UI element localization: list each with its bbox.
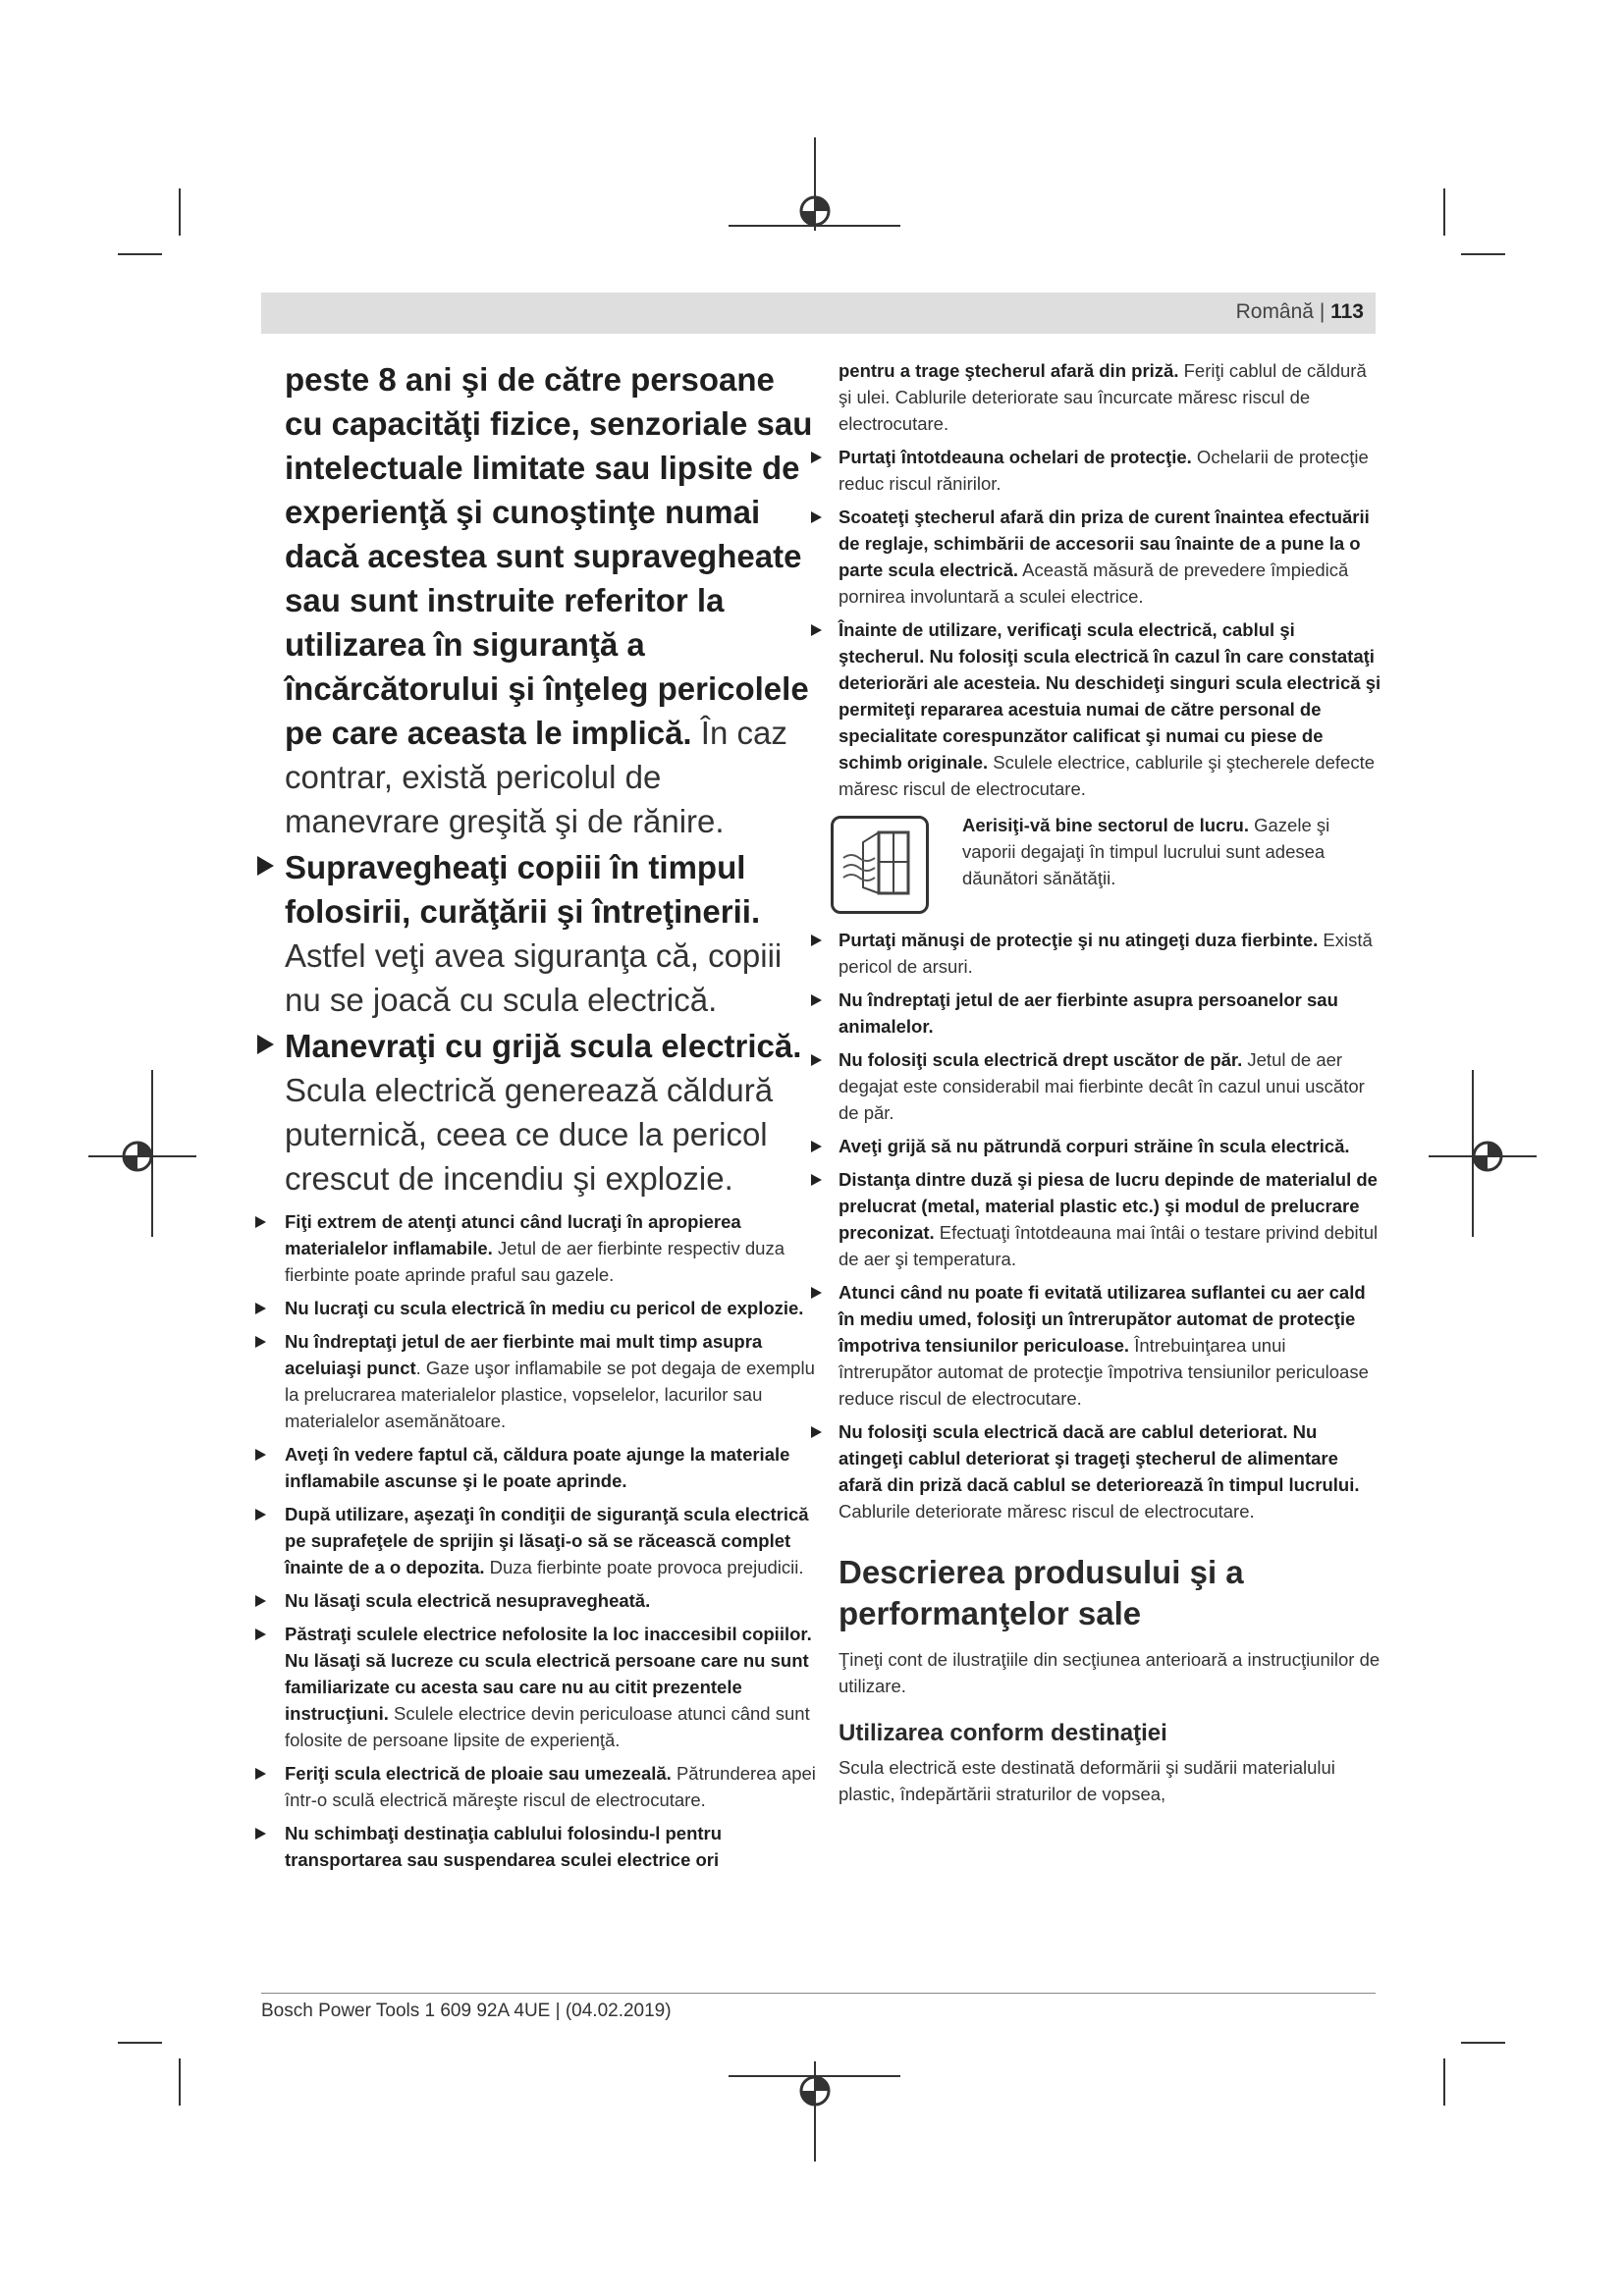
item-bold-text: Nu îndreptaţi jetul de aer fierbinte asupra persoanelor sau animalelor. — [839, 989, 1338, 1037]
list-item — [839, 1166, 1384, 1272]
crop-mark — [179, 188, 181, 236]
bullet-arrow-icon — [811, 1287, 822, 1299]
bullet-arrow-icon — [255, 1629, 266, 1640]
list-item — [839, 1133, 1384, 1159]
ventilation-text — [962, 812, 1384, 891]
page-number: 113 — [1330, 300, 1364, 323]
item-text: Scula electrică generează căldură puternică, ceea ce duce la pericol crescut de incendiu şi explozie. — [285, 1072, 774, 1197]
list-item — [285, 1441, 820, 1494]
item-bold-text: Purtaţi întotdeauna ochelari de protecţie. — [839, 447, 1192, 467]
section-title: Descrierea produsului şi a performanţelor sale — [839, 1554, 1244, 1631]
bullet-arrow-icon — [811, 994, 822, 1006]
footer-text: Bosch Power Tools 1 609 92A 4UE | (04.02.2019) — [261, 2001, 672, 2021]
registration-mark-icon — [1429, 1070, 1537, 1237]
crop-mark — [1443, 2058, 1445, 2106]
item-bold-text: Înainte de utilizare, verificaţi scula electrică, cablul şi ştecherul. Nu folosiţi scula electrică în cazul în care constataţi deteriorări ale acesteia. Nu deschideţi singuri scula electrică şi permiteţi repararea acestuia numai de către personal de specialitate corespunzător calificat şi numai cu piese de schimb originale. — [839, 619, 1381, 773]
bullet-arrow-icon — [255, 1828, 266, 1840]
section-paragraph: Ţineţi cont de ilustraţiile din secţiunea anterioară a instrucţiunilor de utilizare. — [839, 1649, 1380, 1696]
bullet-arrow-icon — [811, 624, 822, 636]
registration-mark-icon — [88, 1070, 196, 1237]
list-item — [839, 1046, 1384, 1126]
bullet-arrow-icon — [811, 1054, 822, 1066]
item-bold-text: Distanţa dintre duză şi piesa de lucru depinde de materialul de prelucrat (metal, material plastic etc.) şi modul de prelucrare preconizat. — [839, 1169, 1378, 1243]
item-text: Pătrunderea apei într-o sculă electrică măreşte riscul de electrocutare. — [285, 1763, 816, 1810]
subsection-title: Utilizarea conform destinaţiei — [839, 1720, 1167, 1746]
list-item — [839, 1418, 1384, 1524]
registration-mark-icon — [729, 2052, 900, 2164]
item-bold-text: Nu schimbaţi destinaţia cablului folosindu-l pentru transportarea sau suspendarea sculei electrice ori — [285, 1823, 723, 1870]
left-column — [285, 357, 820, 1873]
intro-paragraph — [285, 357, 820, 843]
item-text: Sculele electrice, cablurile şi ştecherele defecte măresc riscul de electrocutare. — [839, 752, 1375, 799]
crop-mark — [1461, 2042, 1505, 2044]
item-bold-text: După utilizare, aşezaţi în condiţii de siguranţă scula electrică pe suprafeţele de sprijin şi lăsaţi-o să se răcească complet înainte de a o depozita. — [285, 1504, 809, 1577]
item-bold-text: Aerisiţi-vă bine sectorul de lucru. — [962, 815, 1249, 835]
item-text: Întrebuinţarea unui întrerupător automat de protecţie împotriva tensiunilor periculoase reduce riscul de electrocutare. — [839, 1335, 1369, 1409]
item-bold-text: Supravegheaţi copiii în timpul folosirii, curăţării şi întreţinerii. — [285, 849, 761, 930]
item-bold-text: Feriţi scula electrică de ploaie sau umezeală. — [285, 1763, 672, 1784]
header-separator: | — [1313, 300, 1331, 323]
item-bold-text: Nu folosiţi scula electrică drept uscător de păr. — [839, 1049, 1243, 1070]
item-bold-text: pentru a trage ştecherul afară din priză. — [839, 360, 1179, 381]
crop-mark — [179, 2058, 181, 2106]
item-text: Jetul de aer fierbinte respectiv duza fierbinte poate aprinde praful sau gazele. — [285, 1238, 785, 1285]
bullet-arrow-icon — [255, 1336, 266, 1348]
bullet-arrow-icon — [255, 1449, 266, 1461]
crop-mark — [118, 2042, 162, 2044]
ventilate-workspace-icon — [831, 816, 929, 914]
bullet-arrow-icon — [811, 934, 822, 946]
list-item — [285, 1295, 820, 1321]
item-text: Există pericol de arsuri. — [839, 930, 1373, 977]
item-text: . Gaze uşor inflamabile se pot degaja de exemplu la prelucrarea materialelor plastice, vopselelor, lacurilor sau materialelor asemănătoare. — [285, 1358, 815, 1431]
item-bold-text: Păstraţi sculele electrice nefolosite la loc inaccesibil copiilor. Nu lăsaţi să lucreze cu scula electrică persoane care nu sunt familiarizate cu acesta sau care nu au citit prezentele instrucţiuni. — [285, 1624, 812, 1724]
list-item — [285, 1820, 820, 1873]
item-text: Feriţi cablul de căldură şi ulei. Cablurile deteriorate sau încurcate măresc riscul de electrocutare. — [839, 360, 1367, 434]
right-column — [839, 357, 1384, 1807]
item-text: Ochelarii de protecţie reduc riscul rănirilor. — [839, 447, 1369, 494]
item-bold-text: Fiţi extrem de atenţi atunci când lucraţi în apropierea materialelor inflamabile. — [285, 1211, 741, 1258]
bullet-arrow-icon — [257, 856, 274, 876]
item-bold-text: Aveţi grijă să nu pătrundă corpuri străine în scula electrică. — [839, 1136, 1350, 1156]
item-bold-text: Manevraţi cu grijă scula electrică. — [285, 1028, 802, 1064]
item-text: Efectuaţi întotdeauna mai întâi o testare privind debitul de aer şi temperatura. — [839, 1222, 1379, 1269]
list-item — [285, 1208, 820, 1288]
continued-paragraph — [839, 357, 1384, 437]
crop-mark — [1443, 188, 1445, 236]
item-bold-text: Nu îndreptaţi jetul de aer fierbinte mai mult timp asupra aceluiaşi punct — [285, 1331, 763, 1378]
item-bold-text: Atunci când nu poate fi evitată utilizarea suflantei cu aer cald în mediu umed, folosiţi un întrerupător automat de protecţie împotriva tensiunilor periculoase. — [839, 1282, 1366, 1356]
bullet-arrow-icon — [255, 1303, 266, 1314]
item-bold-text: Scoateţi ştecherul afară din priza de curent înaintea efectuării de reglaje, schimbării de accesorii sau înainte de a pune la o parte scula electrică. — [839, 507, 1370, 580]
list-item — [839, 616, 1384, 802]
header-label — [1236, 300, 1364, 324]
item-text: Duza fierbinte poate provoca prejudicii. — [484, 1557, 804, 1577]
page-header — [261, 293, 1376, 334]
bullet-arrow-icon — [255, 1216, 266, 1228]
item-text: Sculele electrice devin periculoase atunci când sunt folosite de persoane lipsite de experienţă. — [285, 1703, 810, 1750]
item-bold-text: Purtaţi mănuşi de protecţie şi nu atingeţi duza fierbinte. — [839, 930, 1319, 950]
item-text: Gazele şi vaporii degajaţi în timpul lucrului sunt adesea dăunători sănătăţii. — [962, 815, 1330, 888]
item-bold-text: Nu lăsaţi scula electrică nesupravegheată. — [285, 1590, 651, 1611]
bullet-arrow-icon — [255, 1768, 266, 1780]
item-bold-text: Nu folosiţi scula electrică dacă are cablul deteriorat. Nu atingeţi cablul deteriorat şi trageţi ştecherul de alimentare afară din priză dacă cablul se deteriorează în timpul lucrului. — [839, 1421, 1360, 1495]
list-item — [285, 1621, 820, 1753]
item-text: Cablurile deteriorate măresc riscul de electrocutare. — [839, 1501, 1255, 1522]
big-list-item — [285, 845, 820, 1022]
list-item — [285, 1760, 820, 1813]
bullet-arrow-icon — [811, 1426, 822, 1438]
ventilation-note — [839, 812, 1384, 920]
list-item — [839, 504, 1384, 610]
crop-mark — [1461, 253, 1505, 255]
bullet-arrow-icon — [257, 1035, 274, 1054]
list-item — [839, 927, 1384, 980]
bullet-arrow-icon — [811, 511, 822, 523]
header-language: Română — [1235, 300, 1314, 323]
item-bold-text: Aveţi în vedere faptul că, căldura poate ajunge la materiale inflamabile ascunse şi le poate aprinde. — [285, 1444, 790, 1491]
list-item — [285, 1501, 820, 1580]
item-text: Jetul de aer degajat este considerabil mai fierbinte decât în cazul unui uscător de păr. — [839, 1049, 1365, 1123]
bullet-arrow-icon — [811, 1174, 822, 1186]
item-bold-text: Nu lucraţi cu scula electrică în mediu cu pericol de explozie. — [285, 1298, 804, 1318]
footer-divider — [261, 1993, 1376, 1994]
bullet-arrow-icon — [811, 452, 822, 463]
item-text: Astfel veţi avea siguranţa că, copiii nu se joacă cu scula electrică. — [285, 937, 783, 1018]
item-text: Această măsură de prevedere împiedică pornirea involuntară a sculei electrice. — [839, 560, 1349, 607]
list-item — [839, 987, 1384, 1040]
crop-mark — [118, 253, 162, 255]
list-item — [285, 1328, 820, 1434]
subsection-paragraph: Scula electrică este destinată deformării şi sudării materialului plastic, îndepărtării straturilor de vopsea, — [839, 1757, 1335, 1804]
big-list-item — [285, 1024, 820, 1201]
bullet-arrow-icon — [255, 1595, 266, 1607]
intro-text: În caz contrar, există pericolul de manevrare greşită şi de rănire. — [285, 715, 787, 839]
registration-mark-icon — [729, 137, 900, 250]
bullet-arrow-icon — [811, 1141, 822, 1152]
bullet-arrow-icon — [255, 1509, 266, 1521]
list-item — [285, 1587, 820, 1614]
list-item — [839, 1279, 1384, 1412]
list-item — [839, 444, 1384, 497]
intro-bold-text: peste 8 ani şi de către persoane cu capacităţi fizice, senzoriale sau intelectuale limitate sau lipsite de experienţă şi cunoştinţe numai dacă acestea sunt supravegheate sau sunt instruite referitor la utilizarea în siguranţă a încărcătorului şi înţeleg pericolele pe care aceasta le implică. — [285, 361, 813, 751]
